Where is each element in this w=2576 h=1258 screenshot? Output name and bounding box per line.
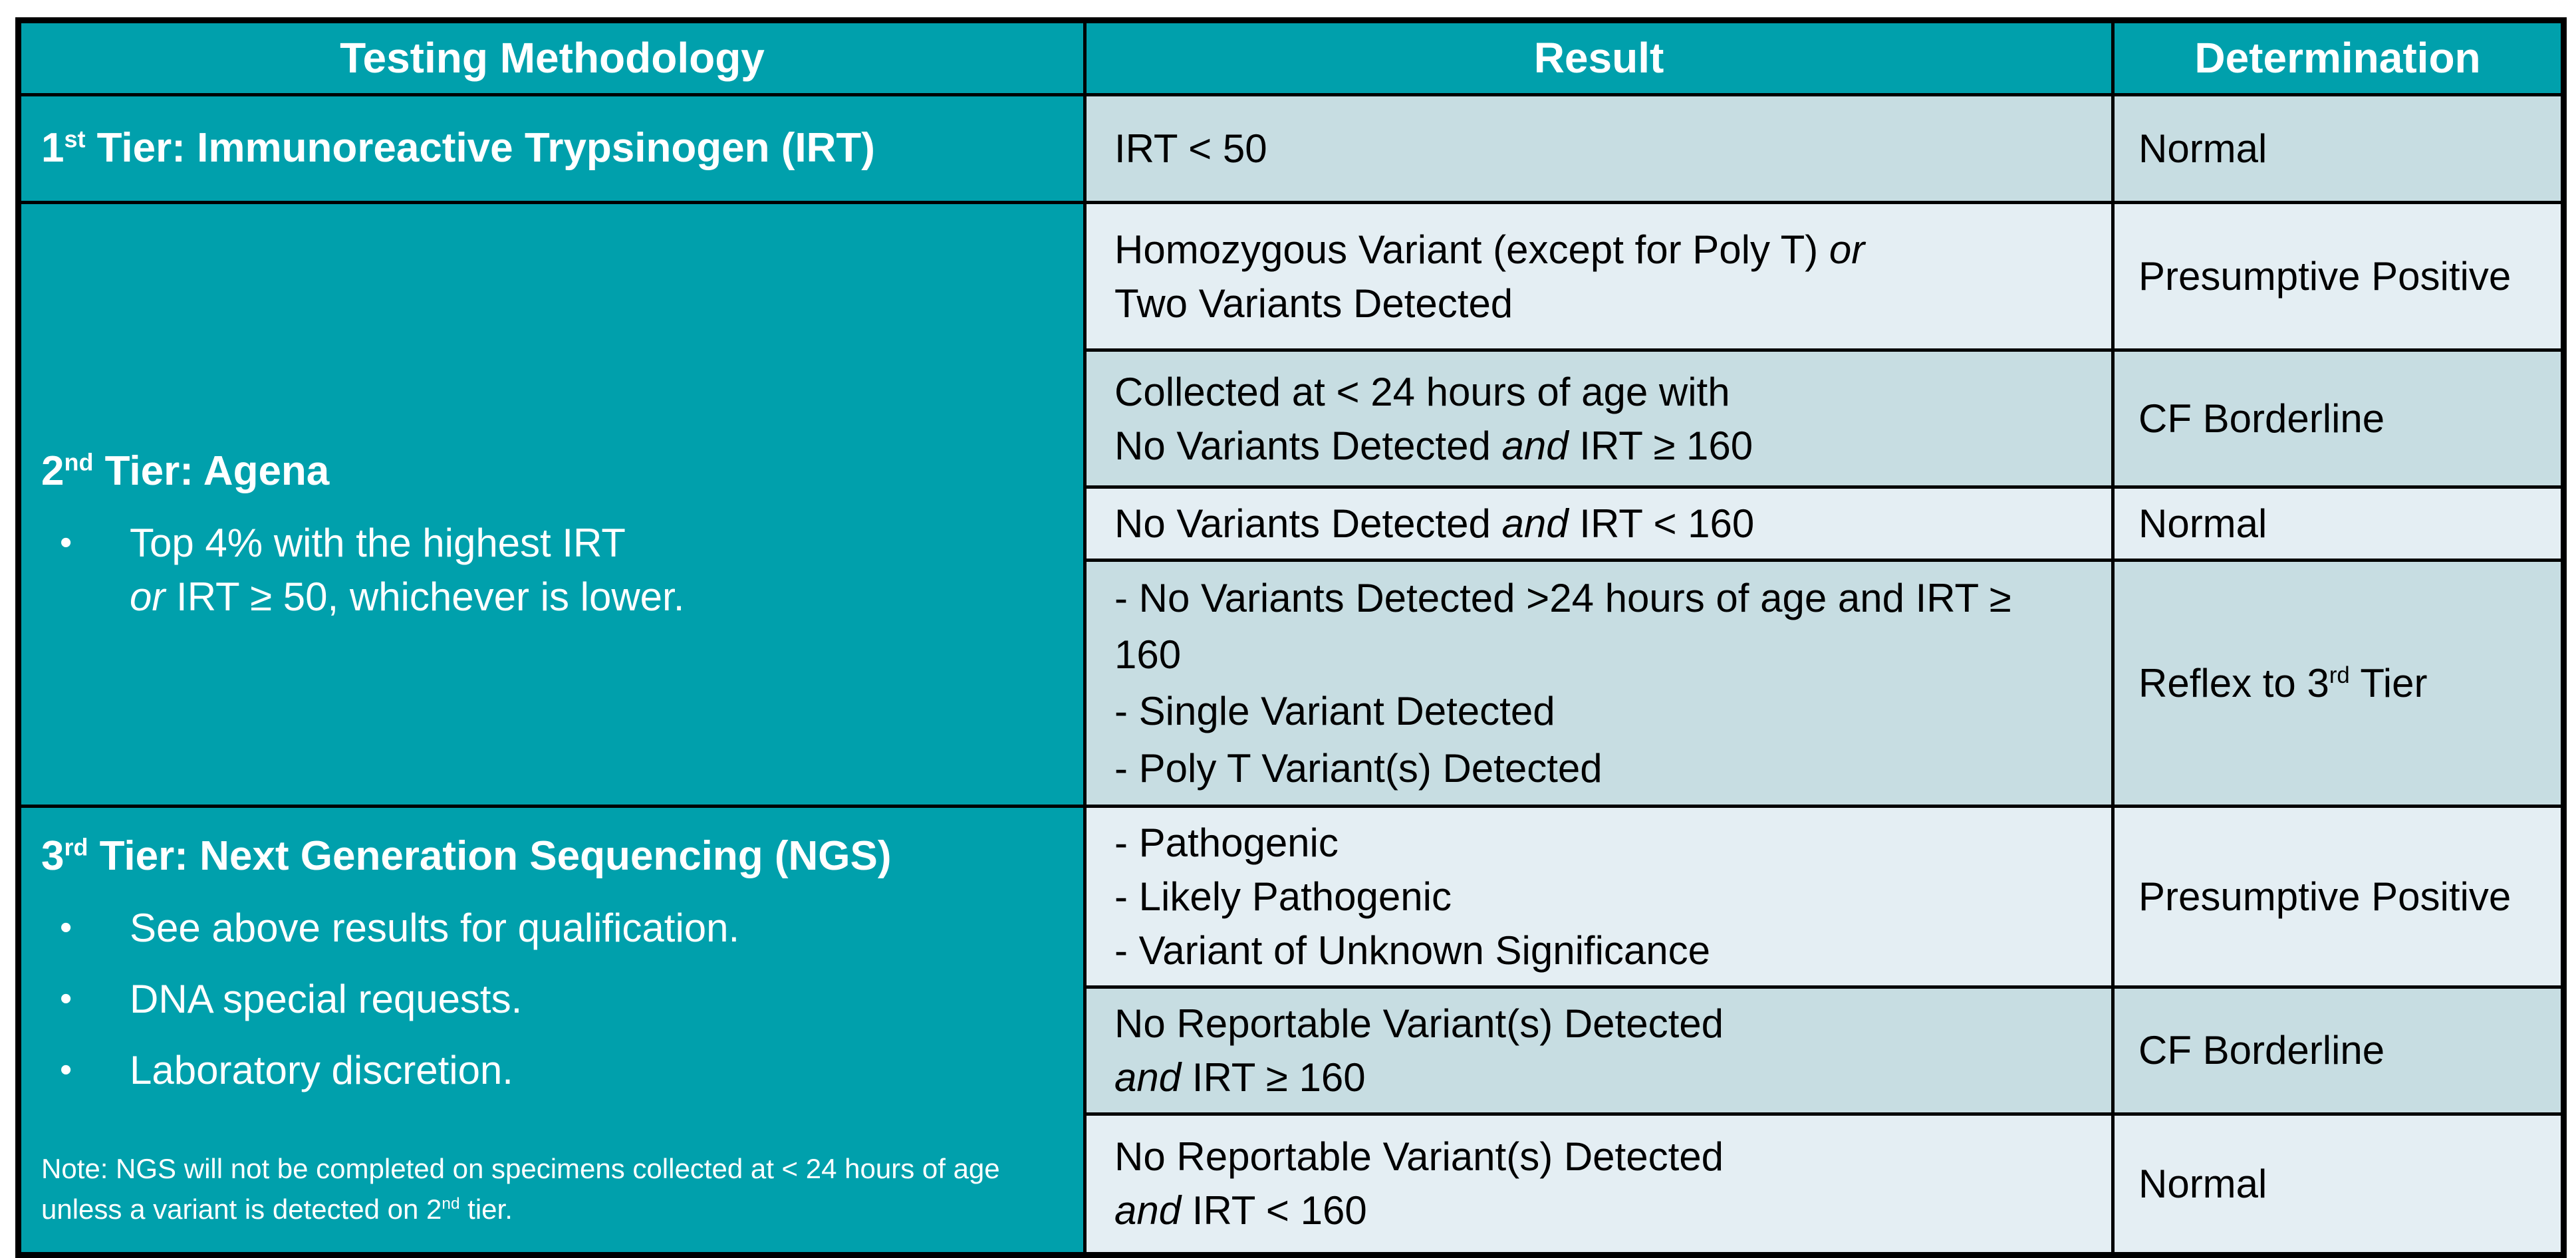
determination-cell: CF Borderline	[2113, 350, 2564, 487]
tier2-content	[41, 358, 1057, 650]
header-cell-result: Result	[1085, 21, 2113, 95]
cf-screening-algorithm-table	[15, 17, 2567, 1258]
tier3-bullet-text: See above results for qualification.	[130, 905, 740, 950]
determination-cell: Normal	[2113, 487, 2564, 561]
table-row	[19, 95, 2564, 203]
tier3-note: Note: NGS will not be completed on specimens collected at < 24 hours of age unless a variant is detected on 2nd tier.	[41, 1152, 1000, 1225]
tier3-bullet-item	[41, 1043, 1057, 1097]
result-cell: No Reportable Variant(s) Detected and IRT < 160	[1085, 1114, 2113, 1255]
tier3-methodology-cell	[19, 806, 1085, 1255]
determination-cell: Normal	[2113, 95, 2564, 203]
tier3-title: 3rd Tier: Next Generation Sequencing (NGS)	[41, 833, 892, 880]
bullet-icon: •	[60, 1050, 72, 1089]
tier3-bullet-text: DNA special requests.	[130, 976, 523, 1021]
tier2-title: 2nd Tier: Agena	[41, 448, 330, 495]
result-cell: No Reportable Variant(s) Detected and IRT ≥ 160	[1085, 987, 2113, 1114]
result-cell: IRT < 50	[1085, 95, 2113, 203]
table-row	[19, 806, 2564, 987]
tier3-bullet-item	[41, 972, 1057, 1026]
tier3-bullet-item	[41, 901, 1057, 955]
tier3-bullet-text: Laboratory discretion.	[130, 1047, 513, 1092]
header-cell-testing-methodology: Testing Methodology	[19, 21, 1085, 95]
determination-cell: CF Borderline	[2113, 987, 2564, 1114]
tier2-bullet-text: Top 4% with the highest IRT or IRT ≥ 50, whichever is lower.	[130, 520, 685, 619]
tier2-methodology-cell	[19, 203, 1085, 807]
header-row	[19, 21, 2564, 95]
bullet-icon: •	[60, 523, 72, 562]
result-cell: - Pathogenic - Likely Pathogenic - Variant of Unknown Significance	[1085, 806, 2113, 987]
tier2-bullet-item	[41, 516, 1057, 624]
table-row	[19, 203, 2564, 350]
tier1-methodology-cell	[19, 95, 1085, 203]
result-cell: No Variants Detected and IRT < 160	[1085, 487, 2113, 561]
bullet-icon: •	[60, 979, 72, 1018]
header-cell-determination: Determination	[2113, 21, 2564, 95]
result-cell: - No Variants Detected >24 hours of age and IRT ≥ 160 - Single Variant Detected - Poly T Variant(s) Detected	[1085, 561, 2113, 807]
tier1-title: 1st Tier: Immunoreactive Trypsinogen (IRT)	[41, 125, 875, 172]
determination-cell: Normal	[2113, 1114, 2564, 1255]
result-cell: Homozygous Variant (except for Poly T) or Two Variants Detected	[1085, 203, 2113, 350]
determination-cell: Reflex to 3rd Tier	[2113, 561, 2564, 807]
determination-cell: Presumptive Positive	[2113, 203, 2564, 350]
bullet-icon: •	[60, 908, 72, 947]
determination-cell: Presumptive Positive	[2113, 806, 2564, 987]
tier3-content	[41, 823, 1057, 1236]
result-cell: Collected at < 24 hours of age with No Variants Detected and IRT ≥ 160	[1085, 350, 2113, 487]
